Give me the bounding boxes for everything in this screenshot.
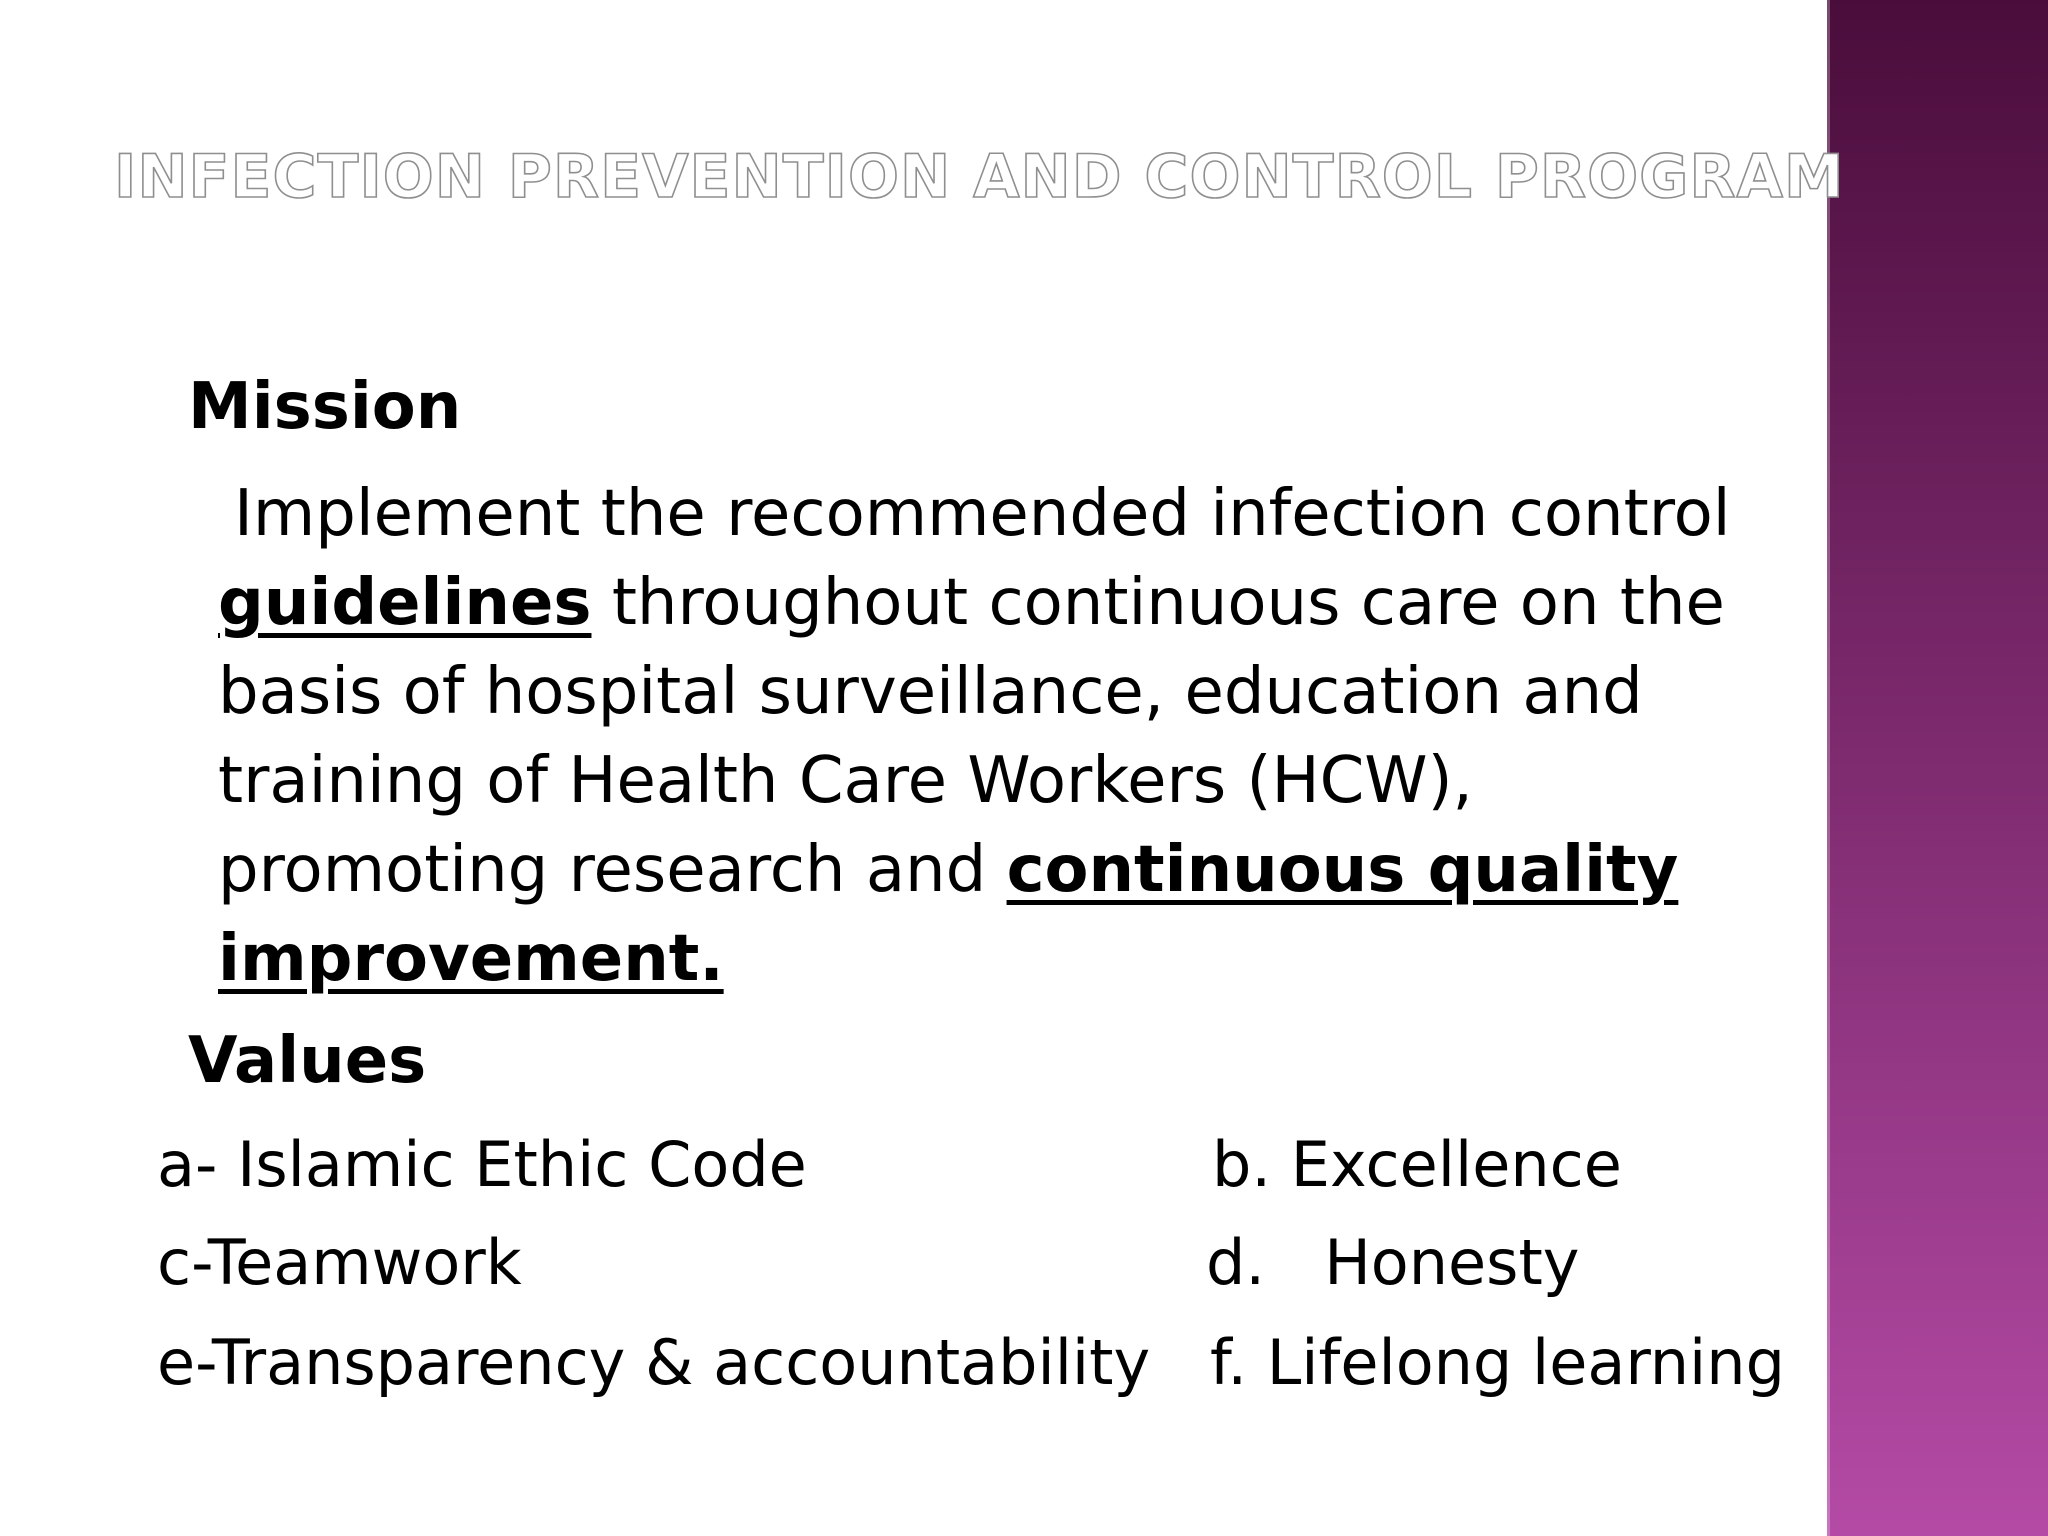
value-item-f: f. Lifelong learning (1210, 1326, 1785, 1399)
mission-line-2 (218, 559, 1818, 648)
value-item-e: e-Transparency & accountability (157, 1326, 1151, 1399)
values-heading: Values (188, 1024, 427, 1098)
mission-heading: Mission (188, 370, 462, 444)
mission-line-5 (218, 826, 1818, 915)
slide-title: INFECTION PREVENTION AND CONTROL PROGRAM (114, 142, 1845, 212)
value-item-b: b. Excellence (1212, 1128, 1622, 1201)
decorative-side-bar (1827, 0, 2048, 1536)
value-item-c: c-Teamwork (157, 1226, 522, 1299)
emphasis-guidelines: guidelines (218, 566, 592, 640)
mission-line-2-text: throughout continuous care on the (591, 566, 1725, 640)
value-item-a: a- Islamic Ethic Code (157, 1128, 807, 1201)
mission-line-1: Implement the recommended infection control (234, 477, 1731, 551)
mission-statement (218, 470, 1818, 1004)
mission-line-3: basis of hospital surveillance, education and (218, 655, 1643, 729)
emphasis-continuous-quality: continuous quality (1006, 833, 1679, 907)
mission-line-5-text: promoting research and (218, 833, 1007, 907)
mission-line-6 (218, 915, 1818, 1004)
mission-line-4: training of Health Care Workers (HCW), (218, 744, 1473, 818)
value-item-d: d. Honesty (1206, 1226, 1580, 1299)
emphasis-improvement: improvement. (218, 922, 724, 996)
